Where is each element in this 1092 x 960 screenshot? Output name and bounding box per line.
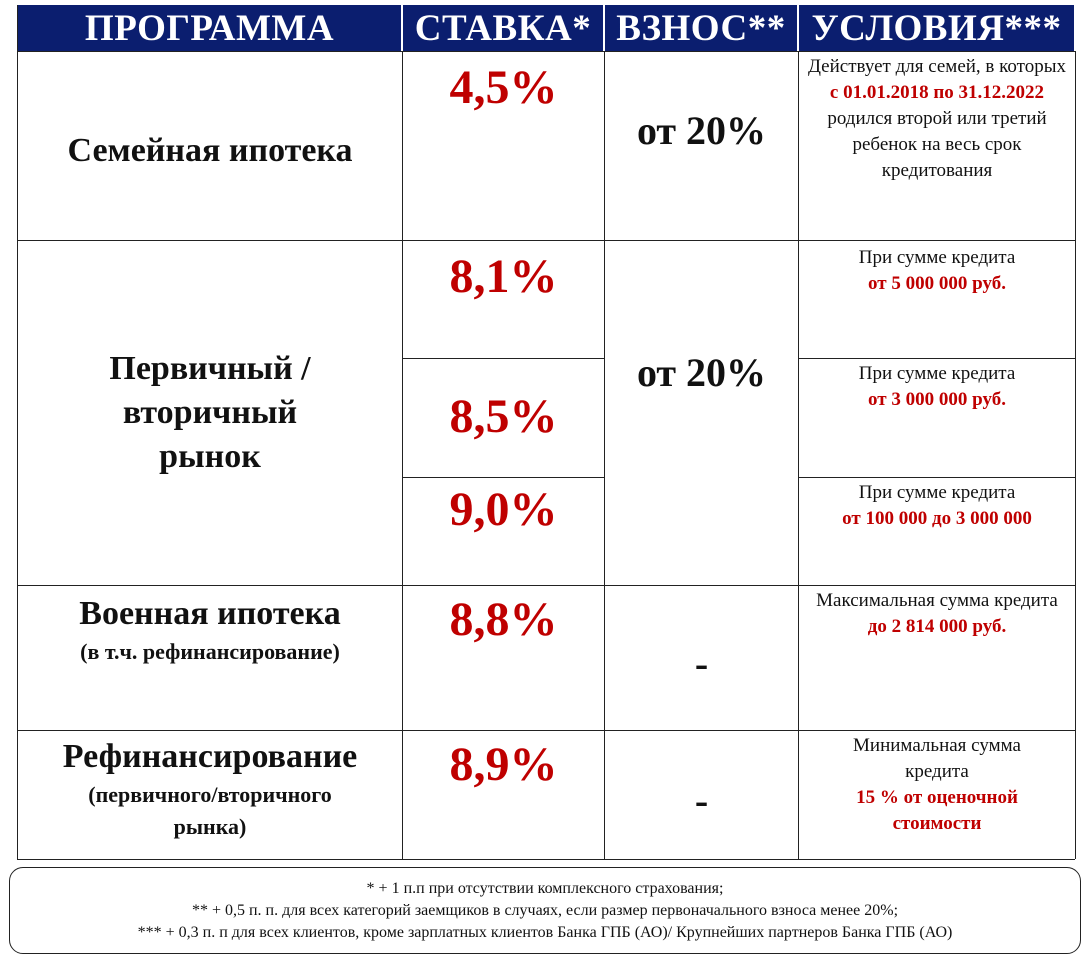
market-tier3-conditions-cell — [799, 477, 1076, 585]
market-tier2-amount: от 3 000 000 руб. — [868, 389, 1006, 410]
family-program-cell — [18, 51, 403, 240]
market-tier2-conditions-cell — [799, 358, 1076, 477]
family-down-payment: от 20% — [636, 108, 767, 153]
market-tier1-conditions-cell — [799, 240, 1076, 358]
market-tier3-cond: При сумме кредита — [858, 482, 1016, 503]
header-program: ПРОГРАММА — [18, 5, 403, 51]
market-down-payment-cell — [605, 240, 799, 585]
family-rate: 4,5% — [449, 61, 558, 114]
military-cond-amount: до 2 814 000 руб. — [867, 616, 1007, 637]
market-tier2-rate: 8,5% — [449, 390, 558, 443]
refinance-cond-amount: 15 % от оценочной стоимости — [856, 787, 1018, 834]
refinance-down-payment-cell — [605, 730, 799, 859]
header-conditions: УСЛОВИЯ*** — [799, 5, 1076, 51]
market-tier1-cond: При сумме кредита — [858, 247, 1016, 268]
refinance-conditions-cell — [799, 730, 1076, 859]
market-tier2-cond: При сумме кредита — [858, 363, 1016, 384]
military-program-sub: (в т.ч. рефинансирование) — [80, 639, 340, 664]
mortgage-rates-table — [17, 5, 1075, 860]
market-tier1-amount: от 5 000 000 руб. — [868, 273, 1006, 294]
military-rate: 8,8% — [449, 593, 558, 646]
footnotes-box — [9, 867, 1081, 954]
refinance-program-sub-line2: рынка) — [173, 814, 247, 839]
header-down-payment: ВЗНОС** — [605, 5, 799, 51]
market-program-cell — [18, 240, 403, 585]
family-cond-part2: родился второй или третий ребенок на весь срок кредитования — [827, 108, 1047, 181]
market-down-payment: от 20% — [636, 350, 767, 395]
refinance-rate: 8,9% — [449, 738, 558, 791]
military-down-payment-cell — [605, 585, 799, 730]
refinance-program-cell — [18, 730, 403, 859]
family-cond-dates: с 01.01.2018 по 31.12.2022 — [829, 82, 1045, 103]
military-cond-part1: Максимальная сумма кредита — [816, 590, 1058, 611]
header-rate: СТАВКА* — [403, 5, 605, 51]
military-conditions-text — [807, 588, 1067, 640]
refinance-program-name: Рефинансирование — [62, 738, 358, 775]
family-conditions-cell — [799, 51, 1076, 240]
refinance-down-payment: - — [694, 777, 709, 823]
footnote-2: ** + 0,5 п. п. для всех категорий заемщиков в случаях, если размер первоначального взноса менее 20%; — [191, 901, 899, 919]
refinance-cond: Минимальная сумма кредита — [853, 735, 1021, 782]
military-down-payment: - — [694, 640, 709, 686]
refinance-program-sub-line1: (первичного/вторичного — [88, 782, 332, 807]
market-program-line1: Первичный / — [109, 350, 311, 387]
market-program-line3: рынок — [159, 438, 261, 475]
family-program-name: Семейная ипотека — [67, 132, 353, 169]
family-conditions-text — [807, 54, 1067, 184]
military-program-cell — [18, 585, 403, 730]
footnote-1: * + 1 п.п при отсутствии комплексного страхования; — [366, 879, 724, 897]
market-program-line2: вторичный — [122, 394, 298, 431]
military-program-name: Военная ипотека — [79, 595, 341, 632]
market-tier2-rate-cell — [403, 358, 605, 477]
family-cond-part1: Действует для семей, в которых — [807, 56, 1066, 77]
military-rate-cell — [403, 585, 605, 730]
footnote-3: *** + 0,3 п. п для всех клиентов, кроме зарплатных клиентов Банка ГПБ (АО)/ Крупнейших партнеров Банка ГПБ (АО) — [137, 923, 953, 941]
market-tier1-rate: 8,1% — [449, 250, 558, 303]
family-rate-cell — [403, 51, 605, 240]
military-conditions-cell — [799, 585, 1076, 730]
market-tier1-rate-cell — [403, 240, 605, 358]
refinance-rate-cell — [403, 730, 605, 859]
market-tier3-amount: от 100 000 до 3 000 000 — [842, 508, 1032, 529]
market-tier3-rate-cell — [403, 477, 605, 585]
market-tier3-rate: 9,0% — [449, 483, 558, 536]
family-down-payment-cell — [605, 51, 799, 240]
